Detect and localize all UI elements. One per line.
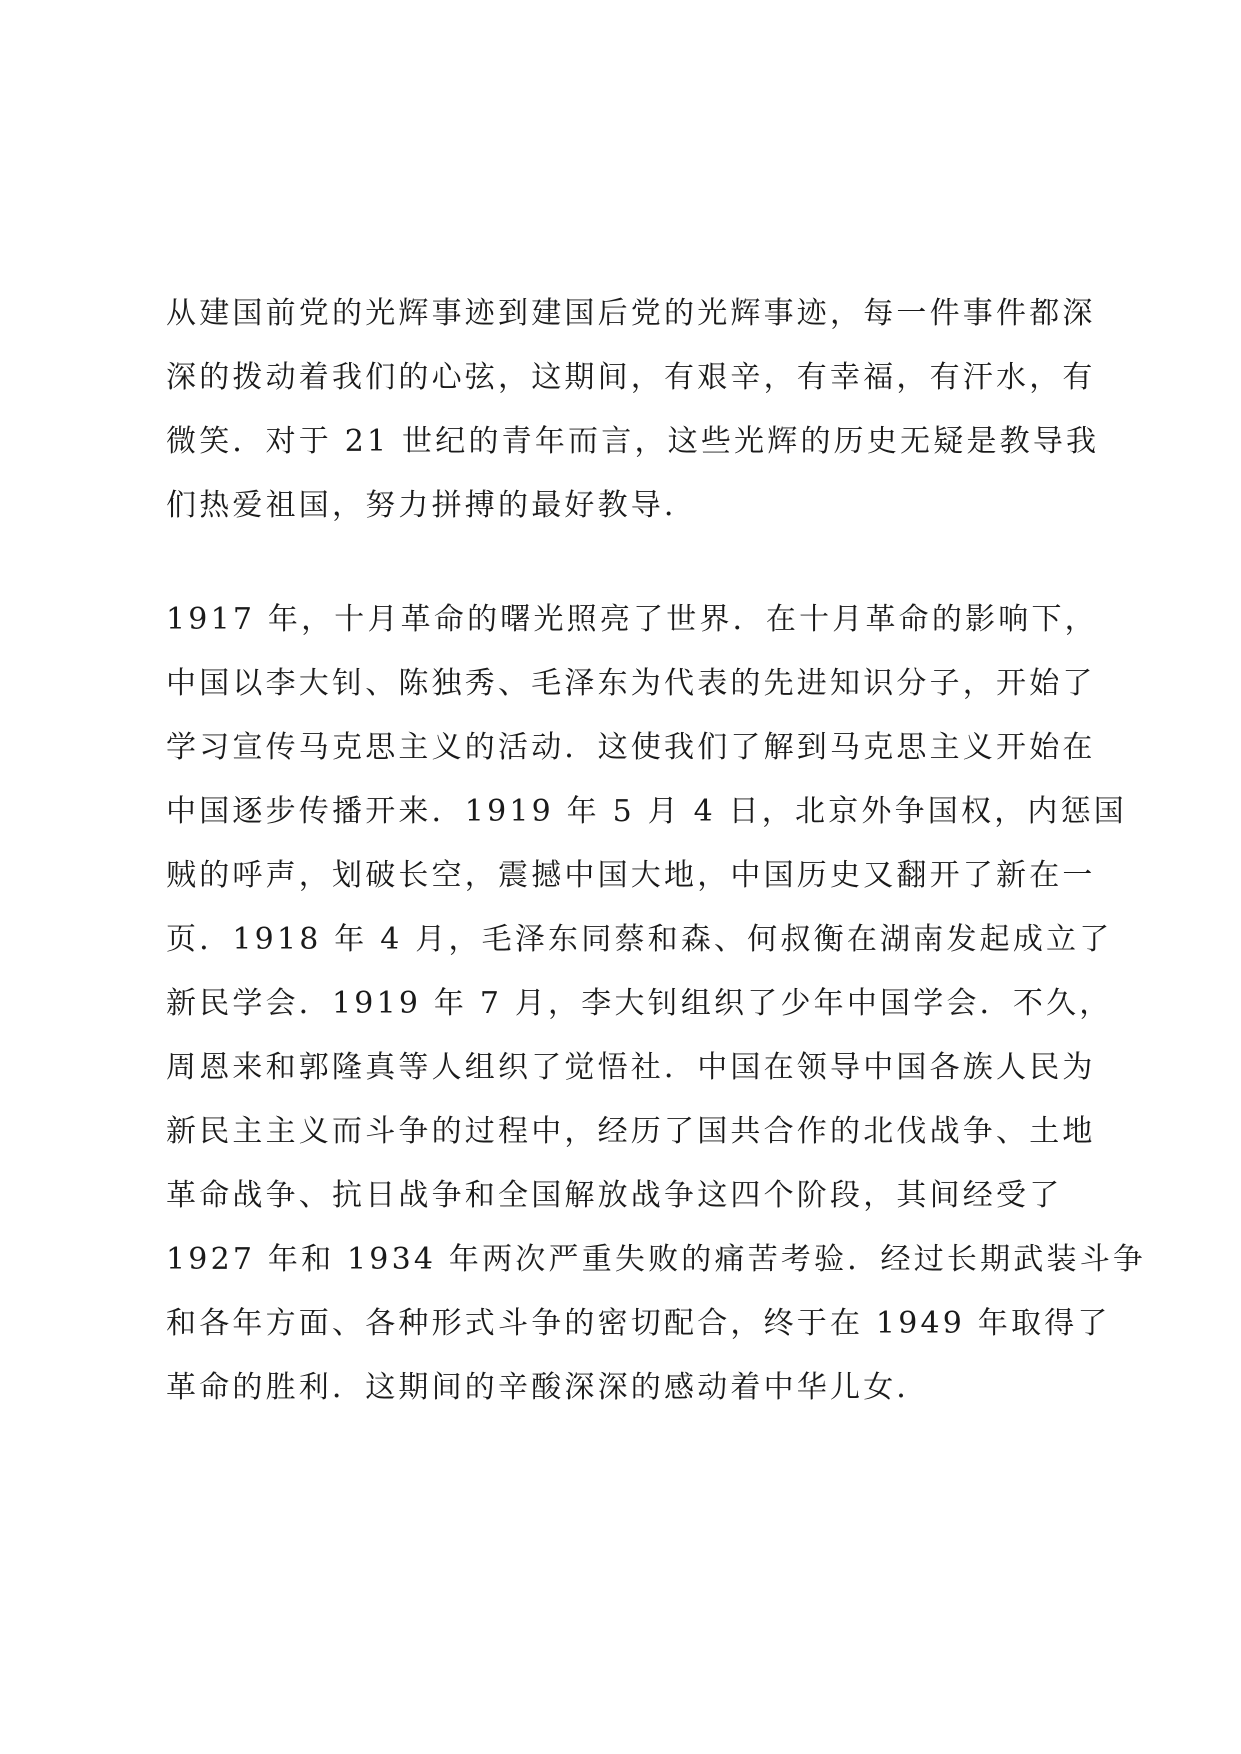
paragraph-line: 微笑．对于 21 世纪的青年而言，这些光辉的历史无疑是教导我 <box>166 424 1100 459</box>
paragraph-line: 页．1918 年 4 月，毛泽东同蔡和森、何叔衡在湖南发起成立了 <box>166 922 1113 957</box>
paragraph-1 <box>166 282 1100 538</box>
paragraph-line: 深的拨动着我们的心弦，这期间，有艰辛，有幸福，有汗水，有 <box>166 360 1096 395</box>
paragraph-line: 周恩来和郭隆真等人组织了觉悟社．中国在领导中国各族人民为 <box>166 1050 1096 1085</box>
paragraph-line: 1917 年，十月革命的曙光照亮了世界．在十月革命的影响下， <box>166 602 1098 637</box>
paragraph-line: 们热爱祖国，努力拼搏的最好教导． <box>166 488 698 523</box>
paragraph-line: 中国逐步传播开来．1919 年 5 月 4 日，北京外争国权，内惩国 <box>166 794 1128 829</box>
paragraph-line: 中国以李大钊、陈独秀、毛泽东为代表的先进知识分子，开始了 <box>166 666 1096 701</box>
paragraph-line: 贼的呼声，划破长空，震撼中国大地，中国历史又翻开了新在一 <box>166 858 1096 893</box>
paragraph-line: 革命战争、抗日战争和全国解放战争这四个阶段，其间经受了 <box>166 1178 1063 1213</box>
paragraph-line: 1927 年和 1934 年两次严重失败的痛苦考验．经过长期武装斗争 <box>166 1242 1147 1277</box>
paragraph-2 <box>166 588 1147 1420</box>
paragraph-line: 学习宣传马克思主义的活动．这使我们了解到马克思主义开始在 <box>166 730 1096 765</box>
paragraph-line: 和各年方面、各种形式斗争的密切配合，终于在 1949 年取得了 <box>166 1306 1111 1341</box>
paragraph-line: 革命的胜利．这期间的辛酸深深的感动着中华儿女． <box>166 1370 930 1405</box>
paragraph-line: 新民主主义而斗争的过程中，经历了国共合作的北伐战争、土地 <box>166 1114 1096 1149</box>
paragraph-line: 从建国前党的光辉事迹到建国后党的光辉事迹，每一件事件都深 <box>166 296 1096 331</box>
paragraph-line: 新民学会．1919 年 7 月，李大钊组织了少年中国学会．不久， <box>166 986 1113 1021</box>
